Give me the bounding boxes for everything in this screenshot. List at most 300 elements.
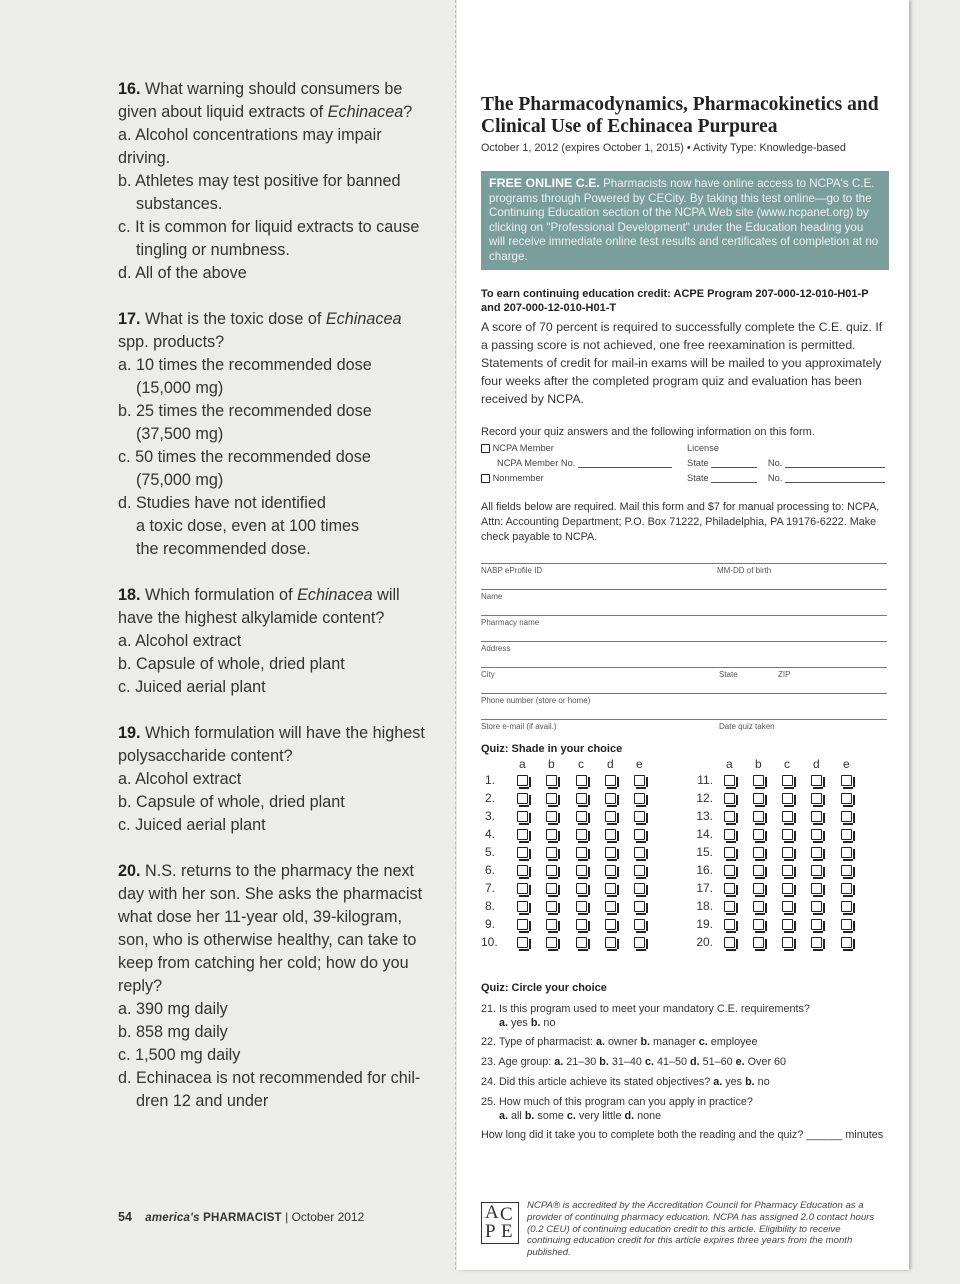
answer-checkbox[interactable]: [634, 919, 645, 930]
answer-checkbox[interactable]: [517, 775, 528, 786]
answer-checkbox[interactable]: [576, 793, 587, 804]
answer-checkbox[interactable]: [841, 811, 852, 822]
option-letter: a.: [499, 1016, 509, 1029]
answer-checkbox[interactable]: [517, 829, 528, 840]
answer-checkbox[interactable]: [782, 937, 793, 948]
quiz-circle-title: Quiz: Circle your choice: [481, 982, 607, 994]
answer-checkbox[interactable]: [724, 919, 735, 930]
column-letter: c: [578, 757, 584, 771]
option-text: employee: [707, 1036, 758, 1048]
answer-checkbox[interactable]: [576, 883, 587, 894]
option-text: 31–40: [608, 1056, 645, 1068]
answer-option-line: d. Studies have not identified: [118, 494, 326, 512]
question-21-options[interactable]: [481, 1017, 889, 1031]
answer-row-number: 1.: [484, 773, 495, 787]
answer-checkbox[interactable]: [811, 919, 822, 930]
pharmacy-label: Pharmacy name: [481, 618, 540, 627]
answer-checkbox[interactable]: [724, 901, 735, 912]
option-text: manager: [650, 1036, 699, 1048]
pharmacy-field[interactable]: [481, 615, 887, 627]
question-25-options[interactable]: [481, 1110, 889, 1124]
answer-option: [118, 446, 436, 492]
nonmember-state-field[interactable]: [711, 473, 757, 483]
answer-checkbox[interactable]: [811, 901, 822, 912]
member-number-row: [497, 458, 672, 468]
answer-checkbox[interactable]: [576, 847, 587, 858]
answer-checkbox[interactable]: [546, 793, 557, 804]
option-letter: b.: [530, 1016, 541, 1029]
answer-option: [118, 124, 436, 170]
answer-checkbox[interactable]: [576, 811, 587, 822]
city-field[interactable]: [481, 667, 887, 679]
answer-checkbox[interactable]: [605, 775, 616, 786]
answer-checkbox[interactable]: [576, 865, 587, 876]
option-letter: a.: [499, 1109, 509, 1122]
column-letter: c: [784, 757, 790, 771]
answer-row-number: 17.: [696, 881, 713, 895]
no-label: No.: [767, 473, 783, 483]
magazine-title: PHARMACIST: [203, 1212, 282, 1224]
answer-checkbox[interactable]: [517, 793, 528, 804]
answer-option: [118, 1044, 436, 1067]
question-17: [118, 308, 436, 561]
footer-separator: |: [285, 1210, 289, 1224]
option-letter: b.: [640, 1036, 651, 1048]
answer-checkbox[interactable]: [634, 937, 645, 948]
answer-row-number: 3.: [484, 809, 495, 823]
free-online-body: Pharmacists now have online access to NCPA's C.E. programs through Powered by CECity. By taking this test online—go to the Continuing Education section of the NCPA Web site (www.ncpanet.org) by clicking on "Professional Development" under the Education heading you will receive immediate online test results and certificates of completion at no charge.: [489, 177, 879, 263]
answer-checkbox[interactable]: [517, 847, 528, 858]
column-letter: a: [519, 757, 526, 771]
answer-checkbox[interactable]: [753, 811, 764, 822]
answer-checkbox[interactable]: [634, 901, 645, 912]
question-22[interactable]: [481, 1036, 889, 1050]
answer-option: [118, 400, 436, 446]
answer-checkbox[interactable]: [782, 775, 793, 786]
dateline: October 1, 2012 (expires October 1, 2015) • Activity Type: Knowledge-based: [481, 142, 846, 154]
answer-option: [118, 998, 436, 1021]
option-text: very little: [575, 1109, 625, 1122]
question-25: [481, 1096, 889, 1123]
option-text: Over 60: [744, 1056, 787, 1068]
answer-checkbox[interactable]: [841, 775, 852, 786]
answer-checkbox[interactable]: [546, 811, 557, 822]
answer-checkbox[interactable]: [753, 793, 764, 804]
name-field[interactable]: [481, 589, 887, 601]
answer-checkbox[interactable]: [546, 829, 557, 840]
answer-checkbox[interactable]: [634, 775, 645, 786]
question-text: N.S. returns to the pharmacy the next day with her son. She asks the pharmacist what dose her 11-year old, 39-kilogram, son, who is otherwise healthy, can take to keep from catching her cold; how do you reply?: [118, 862, 423, 995]
column-letter: b: [548, 757, 555, 771]
question-24[interactable]: [481, 1076, 889, 1090]
answer-checkbox[interactable]: [605, 811, 616, 822]
option-text: 51–60: [699, 1056, 736, 1068]
date-taken-label: Date quiz taken: [719, 722, 775, 731]
answer-checkbox[interactable]: [605, 937, 616, 948]
ncpa-member-label: NCPA Member: [492, 443, 554, 453]
answer-option-line: dren 12 and under: [136, 1092, 269, 1110]
earn-credit-heading: To earn continuing education credit: ACPE Program 207-000-12-010-H01-P and 207-000-12-010-H01-T: [481, 288, 869, 314]
answer-row-number: 19.: [696, 917, 713, 931]
answer-row-number: 9.: [484, 917, 495, 931]
zip-label: ZIP: [778, 670, 791, 679]
option-letter: b.: [745, 1076, 755, 1088]
answer-checkbox[interactable]: [517, 883, 528, 894]
option-letter: d.: [624, 1109, 635, 1122]
option-text: none: [634, 1109, 662, 1122]
option-letter: c.: [644, 1056, 654, 1068]
option-letter: e.: [735, 1056, 745, 1068]
answer-checkbox[interactable]: [841, 901, 852, 912]
question-20: [118, 860, 436, 1113]
question-19: [118, 722, 436, 837]
answer-option-line: a. Alcohol extract: [118, 632, 242, 650]
answer-row-number: 14.: [696, 827, 713, 841]
phone-field[interactable]: [481, 693, 887, 705]
option-letter: d.: [689, 1056, 700, 1068]
answer-option: [118, 814, 436, 837]
answer-option-line: c. 50 times the recommended dose: [118, 448, 371, 466]
option-letter: a.: [713, 1076, 723, 1088]
answer-checkbox[interactable]: [546, 847, 557, 858]
answer-checkbox[interactable]: [605, 793, 616, 804]
answer-checkbox[interactable]: [546, 865, 557, 876]
answer-checkbox[interactable]: [811, 847, 822, 858]
option-letter: a.: [596, 1036, 606, 1048]
nonmember-state-row: [687, 473, 885, 483]
address-label: Address: [481, 644, 511, 653]
answer-option: [118, 492, 436, 561]
answer-checkbox[interactable]: [517, 937, 528, 948]
answer-option-line: (15,000 mg): [136, 379, 224, 397]
column-letter: d: [813, 757, 820, 771]
answer-checkbox[interactable]: [605, 865, 616, 876]
page-number: 54: [118, 1210, 132, 1224]
question-text-italic: Echinacea: [297, 586, 373, 604]
phone-label: Phone number (store or home): [481, 696, 591, 705]
question-24-text: 24. Did this article achieve its stated objectives?: [481, 1076, 714, 1088]
answer-checkbox[interactable]: [576, 901, 587, 912]
answer-option-line: a. 390 mg daily: [118, 1000, 228, 1018]
answer-option-line: b. 25 times the recommended dose: [118, 402, 372, 420]
answer-checkbox[interactable]: [811, 775, 822, 786]
answer-checkbox[interactable]: [546, 775, 557, 786]
answer-checkbox[interactable]: [782, 847, 793, 858]
page-footer: [118, 1210, 364, 1224]
question-22-text: 22. Type of pharmacist:: [481, 1036, 597, 1048]
answer-checkbox[interactable]: [753, 829, 764, 840]
state-label: State: [687, 458, 709, 468]
answer-checkbox[interactable]: [724, 847, 735, 858]
option-text: some: [534, 1109, 567, 1122]
city-label: City: [481, 670, 495, 679]
answer-checkbox[interactable]: [634, 883, 645, 894]
nonmember-row: [481, 473, 544, 483]
answer-checkbox[interactable]: [753, 865, 764, 876]
answer-checkbox[interactable]: [546, 883, 557, 894]
answer-checkbox[interactable]: [546, 901, 557, 912]
record-instructions: Record your quiz answers and the following information on this form.: [481, 426, 815, 438]
answer-row-number: 12.: [696, 791, 713, 805]
member-number-field[interactable]: [578, 458, 672, 468]
answer-row-number: 15.: [696, 845, 713, 859]
answer-checkbox[interactable]: [605, 847, 616, 858]
answer-row-number: 16.: [696, 863, 713, 877]
email-field[interactable]: [481, 719, 887, 731]
question-text-italic: Echinacea: [325, 310, 402, 328]
answer-option-line: the recommended dose.: [136, 540, 311, 558]
answer-checkbox[interactable]: [576, 919, 587, 930]
answer-checkbox[interactable]: [605, 829, 616, 840]
answer-checkbox[interactable]: [753, 847, 764, 858]
answer-checkbox[interactable]: [782, 919, 793, 930]
answer-checkbox[interactable]: [841, 919, 852, 930]
acpe-letter: P: [485, 1221, 496, 1242]
email-label: Store e-mail (if avail.): [481, 722, 557, 731]
answer-option: [118, 768, 436, 791]
answer-option-line: (37,500 mg): [136, 425, 224, 443]
option-text: 21–30: [563, 1056, 600, 1068]
answer-option: [118, 216, 436, 262]
answer-option-line: d. Echinacea is not recommended for chil-: [118, 1069, 421, 1087]
question-text: will have the highest alkylamide content?: [118, 586, 400, 627]
quiz-questions-column: [118, 78, 436, 1136]
address-field[interactable]: [481, 641, 887, 653]
free-online-ce-box: [481, 171, 889, 270]
answer-row-number: 10.: [481, 935, 498, 949]
question-21: [481, 1003, 889, 1030]
answer-checkbox[interactable]: [634, 829, 645, 840]
answer-checkbox[interactable]: [517, 865, 528, 876]
answer-checkbox[interactable]: [576, 775, 587, 786]
question-text: What is the toxic dose of: [145, 310, 326, 328]
option-text: owner: [605, 1036, 641, 1048]
question-text: spp. products?: [118, 333, 225, 351]
answer-checkbox[interactable]: [811, 829, 822, 840]
quiz-shade-title: Quiz: Shade in your choice: [481, 743, 623, 755]
answer-row-number: 7.: [484, 881, 495, 895]
question-16: [118, 78, 436, 285]
answer-checkbox[interactable]: [724, 793, 735, 804]
answer-checkbox[interactable]: [811, 793, 822, 804]
answer-checkbox[interactable]: [634, 847, 645, 858]
option-text: no: [540, 1016, 556, 1029]
article-title: The Pharmacodynamics, Pharmacokinetics and Clinical Use of Echinacea Purpurea: [481, 94, 879, 137]
acpe-logo: [481, 1202, 519, 1244]
column-letter: e: [636, 757, 643, 771]
answer-row-number: 8.: [484, 899, 495, 913]
answer-option: [118, 1067, 436, 1113]
answer-row-number: 4.: [484, 827, 495, 841]
answer-checkbox[interactable]: [811, 883, 822, 894]
option-text: no: [754, 1076, 770, 1088]
question-text: ?: [403, 103, 413, 121]
question-text: What warning should consumers be given about liquid extracts of: [118, 80, 403, 121]
option-letter: a.: [554, 1056, 564, 1068]
license-state-row: [687, 458, 885, 468]
answer-checkbox[interactable]: [841, 865, 852, 876]
question-23[interactable]: [481, 1056, 889, 1070]
option-letter: c.: [566, 1109, 576, 1122]
answer-checkbox[interactable]: [724, 883, 735, 894]
question-stem: [118, 722, 436, 768]
answer-option-line: a toxic dose, even at 100 times: [136, 517, 360, 535]
answer-checkbox[interactable]: [546, 937, 557, 948]
magazine-prefix: america's: [145, 1212, 200, 1224]
member-number-label: NCPA Member No.: [497, 458, 576, 468]
acpe-letter: E: [501, 1221, 513, 1242]
question-text-italic: Echinacea: [327, 103, 404, 121]
dob-label: MM-DD of birth: [717, 566, 772, 575]
option-letter: b.: [599, 1056, 609, 1068]
answer-checkbox[interactable]: [841, 829, 852, 840]
option-text: 41–50: [653, 1056, 690, 1068]
question-stem: [118, 584, 436, 630]
answer-checkbox[interactable]: [753, 919, 764, 930]
option-text: yes: [722, 1076, 746, 1088]
free-online-heading: FREE ONLINE C.E.: [489, 176, 600, 190]
column-letter: b: [755, 757, 762, 771]
state-field-label: State: [719, 670, 738, 679]
answer-checkbox[interactable]: [517, 919, 528, 930]
answer-checkbox[interactable]: [724, 775, 735, 786]
answer-checkbox[interactable]: [605, 883, 616, 894]
answer-option-line: a. Alcohol extract: [118, 770, 242, 788]
answer-option-line: substances.: [136, 195, 223, 213]
answer-checkbox[interactable]: [841, 847, 852, 858]
answer-checkbox[interactable]: [782, 793, 793, 804]
license-label: License: [687, 443, 720, 453]
answer-checkbox[interactable]: [605, 919, 616, 930]
answer-checkbox[interactable]: [782, 865, 793, 876]
option-letter: c.: [698, 1036, 708, 1048]
answer-row-number: 20.: [696, 935, 713, 949]
answer-checkbox[interactable]: [782, 829, 793, 840]
answer-checkbox[interactable]: [782, 811, 793, 822]
option-letter: b.: [524, 1109, 535, 1122]
answer-option: [118, 262, 436, 285]
mail-instructions: All fields below are required. Mail this form and $7 for manual processing to: NCPA, Attn: Accounting Department; P.O. Box 71222, Philadelphia, PA 19176-6222. Make check payable to NCPA.: [481, 501, 880, 543]
state-label: State: [687, 473, 709, 483]
column-letter: d: [607, 757, 614, 771]
answer-option-line: d. All of the above: [118, 264, 247, 282]
answer-checkbox[interactable]: [811, 811, 822, 822]
issue-date: October 2012: [291, 1210, 365, 1224]
question-stem: [118, 860, 436, 998]
nabp-field[interactable]: [481, 563, 887, 575]
answer-row-number: 5.: [484, 845, 495, 859]
answer-checkbox[interactable]: [724, 865, 735, 876]
nonmember-label: Nonmember: [492, 473, 544, 483]
answer-checkbox[interactable]: [841, 937, 852, 948]
answer-option: [118, 676, 436, 699]
answer-option-line: tingling or numbness.: [136, 241, 290, 259]
answer-option-line: b. Athletes may test positive for banned: [118, 172, 401, 190]
acpe-letter: C: [500, 1204, 513, 1225]
no-label: No.: [767, 458, 783, 468]
question-number: 16.: [118, 80, 141, 98]
answer-option-line: (75,000 mg): [136, 471, 224, 489]
answer-row-number: 18.: [696, 899, 713, 913]
answer-option: [118, 354, 436, 400]
question-25-text: 25. How much of this program can you apply in practice?: [481, 1096, 753, 1108]
question-number: 17.: [118, 310, 141, 328]
answer-checkbox[interactable]: [841, 793, 852, 804]
answer-checkbox[interactable]: [634, 865, 645, 876]
answer-option-line: b. 858 mg daily: [118, 1023, 228, 1041]
answer-checkbox[interactable]: [634, 793, 645, 804]
question-number: 19.: [118, 724, 141, 742]
answer-checkbox[interactable]: [517, 811, 528, 822]
answer-checkbox[interactable]: [753, 901, 764, 912]
answer-checkbox[interactable]: [576, 937, 587, 948]
answer-checkbox[interactable]: [753, 883, 764, 894]
answer-checkbox[interactable]: [634, 811, 645, 822]
answer-option-line: c. Juiced aerial plant: [118, 678, 266, 696]
answer-option-line: b. Capsule of whole, dried plant: [118, 793, 345, 811]
answer-row-number: 2.: [484, 791, 495, 805]
option-text: all: [508, 1109, 525, 1122]
answer-option: [118, 653, 436, 676]
answer-option-line: b. Capsule of whole, dried plant: [118, 655, 345, 673]
name-label: Name: [481, 592, 503, 601]
answer-checkbox[interactable]: [811, 937, 822, 948]
acpe-statement: NCPA® is accredited by the Accreditation Council for Pharmacy Education as a provider of continuing pharmacy education. NCPA has assigned 2.0 contact hours (0.2 CEU) of continuing education credit to this article. Eligibility to receive continuing education credit for this article expires three years from the month published.: [527, 1200, 875, 1259]
answer-checkbox[interactable]: [724, 937, 735, 948]
question-text: Which formulation of: [145, 586, 298, 604]
answer-checkbox[interactable]: [841, 883, 852, 894]
score-requirements: A score of 70 percent is required to successfully complete the C.E. quiz. If a passing score is not achieved, one free reexamination is permitted. Statements of credit for mail-in exams will be mailed to you approximately four weeks after the completed program quiz and evaluation has been received by NCPA.: [481, 320, 883, 406]
question-23-text: 23. Age group:: [481, 1056, 555, 1068]
nabp-label: NABP eProfile ID: [481, 566, 543, 575]
answer-row-number: 6.: [484, 863, 495, 877]
answer-checkbox[interactable]: [753, 937, 764, 948]
answer-checkbox[interactable]: [605, 901, 616, 912]
answer-checkbox[interactable]: [546, 919, 557, 930]
question-number: 18.: [118, 586, 141, 604]
ncpa-member-row: [481, 443, 554, 453]
answer-checkbox[interactable]: [782, 883, 793, 894]
answer-option: [118, 791, 436, 814]
license-state-field[interactable]: [711, 458, 757, 468]
nonmember-checkbox[interactable]: [481, 474, 490, 483]
time-question[interactable]: How long did it take you to complete both the reading and the quiz? ______ minutes: [481, 1129, 884, 1141]
column-letter: e: [843, 757, 850, 771]
nonmember-number-field[interactable]: [785, 473, 885, 483]
answer-checkbox[interactable]: [517, 901, 528, 912]
answer-checkbox[interactable]: [753, 775, 764, 786]
magazine-name: [145, 1212, 282, 1224]
answer-row-number: 13.: [696, 809, 713, 823]
answer-checkbox[interactable]: [811, 865, 822, 876]
answer-checkbox[interactable]: [782, 901, 793, 912]
answer-checkbox[interactable]: [724, 829, 735, 840]
answer-option-line: c. It is common for liquid extracts to cause: [118, 218, 420, 236]
question-number: 20.: [118, 862, 141, 880]
answer-option-line: c. 1,500 mg daily: [118, 1046, 241, 1064]
option-text: yes: [508, 1016, 531, 1029]
answer-checkbox[interactable]: [576, 829, 587, 840]
question-text: Which formulation will have the highest polysaccharide content?: [118, 724, 425, 765]
answer-option-line: c. Juiced aerial plant: [118, 816, 266, 834]
answer-checkbox[interactable]: [724, 811, 735, 822]
answer-option: [118, 170, 436, 216]
answer-option-line: a. Alcohol concentrations may impair driving.: [118, 126, 382, 167]
acpe-letter: A: [485, 1202, 499, 1223]
ncpa-member-checkbox[interactable]: [481, 444, 490, 453]
answer-row-number: 11.: [697, 773, 713, 787]
license-number-field[interactable]: [785, 458, 885, 468]
